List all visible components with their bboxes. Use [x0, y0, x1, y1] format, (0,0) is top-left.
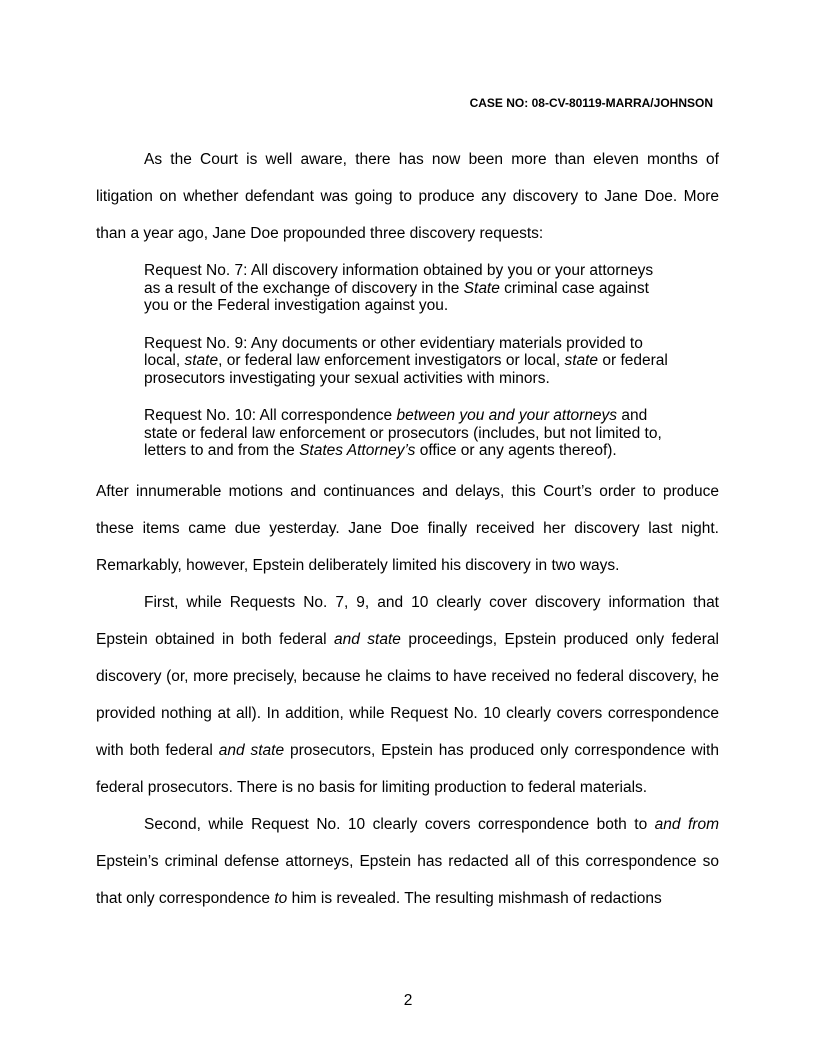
quote-request-10-text-e: office or any agents thereof). — [415, 442, 617, 459]
quote-request-7-text-a: Request No. 7: All discovery information obtained by you or your attorneys as a result of the exchange of discovery in the — [144, 262, 654, 297]
paragraph-discovery-received: After innumerable motions and continuances and delays, this Court’s order to produce these items came due yesterday. Jane Doe finally received her discovery last night. Remarkably, however, Epstein deliberately limited his discovery in two ways. — [96, 482, 719, 574]
quote-request-9-text-e: or federal prosecutors investigating your sexual activities with minors. — [144, 352, 668, 387]
p3-text-a: First, while Requests No. 7, 9, and 10 clearly cover discovery information that Epstein obtained in both federal — [96, 593, 719, 648]
p3-text-c: proceedings, Epstein produced only federal discovery (or, more precisely, because he claims to have received no federal discovery, he provided nothing at all). In addition, while Request No. 10 clearly covers correspondence with both federal — [96, 630, 719, 759]
quote-request-9-italic-2: state — [564, 352, 599, 369]
p4-italic-2: to — [274, 889, 288, 907]
p3-italic-2: and state — [218, 741, 285, 759]
p3-italic-1: and state — [333, 630, 401, 648]
p4-text-e: him is revealed. The resulting mishmash of redactions — [287, 889, 662, 907]
quote-request-7 — [144, 262, 673, 315]
quote-request-7-text-c: criminal case against you or the Federal investigation against you. — [144, 279, 649, 314]
quote-request-10-italic-2: States Attorney’s — [299, 442, 416, 459]
page-number: 2 — [403, 992, 413, 1009]
quote-request-9-italic-1: state — [184, 352, 219, 369]
p4-italic-1: and from — [654, 815, 720, 833]
p3-text-e: prosecutors, Epstein has produced only correspondence with federal prosecutors. There is no basis for limiting production to federal materials. — [96, 741, 719, 796]
quote-request-9 — [144, 335, 673, 388]
quote-request-10-text-c: and state or federal law enforcement or prosecutors (includes, but not limited to, letters to and from the — [144, 407, 662, 459]
paragraph-intro: As the Court is well aware, there has now been more than eleven months of litigation on whether defendant was going to produce any discovery to Jane Doe. More than a year ago, Jane Doe propounded three discovery requests: — [96, 151, 719, 242]
quote-request-10-italic-1: between you and your attorneys — [396, 407, 618, 424]
paragraph-first-limitation — [96, 584, 719, 806]
quote-request-9-text-a: Request No. 9: Any documents or other evidentiary materials provided to local, — [144, 334, 643, 369]
quote-request-10 — [144, 407, 673, 460]
case-number-header: CASE NO: 08-CV-80119-MARRA/JOHNSON — [469, 96, 713, 110]
quote-request-7-italic: State — [463, 279, 500, 297]
paragraph-second-limitation — [96, 806, 719, 917]
document-body — [96, 141, 719, 917]
p4-text-c: Epstein’s criminal defense attorneys, Epstein has redacted all of this correspondence so that only correspondence — [96, 852, 719, 907]
p4-text-a: Second, while Request No. 10 clearly covers correspondence both to — [144, 815, 655, 833]
quote-request-10-text-a: Request No. 10: All correspondence — [144, 407, 397, 424]
quote-request-9-text-c: , or federal law enforcement investigators or local, — [218, 352, 565, 369]
